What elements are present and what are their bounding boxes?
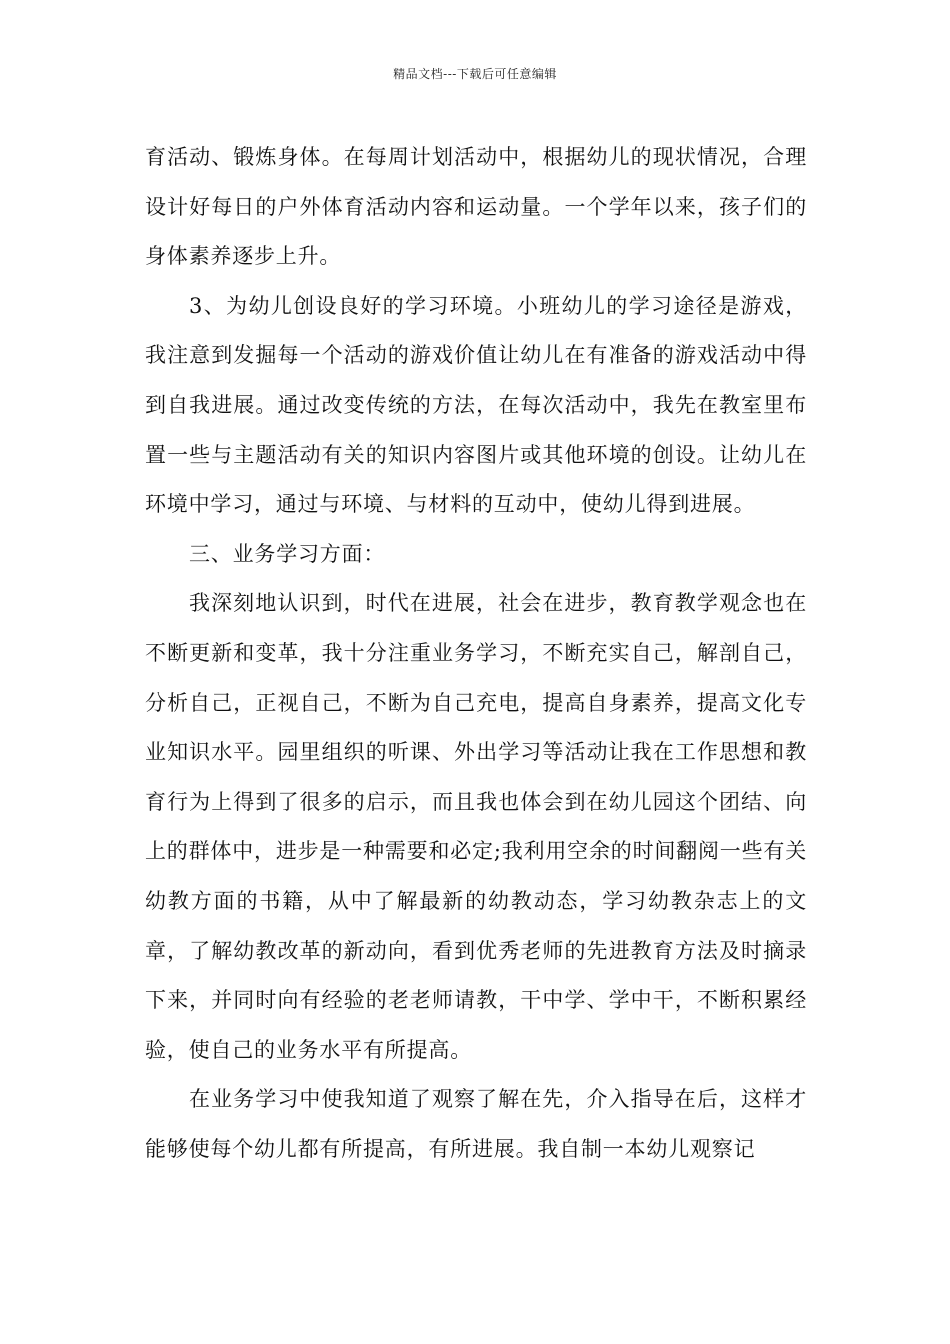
section-heading-business-study: 三、业务学习方面：: [189, 541, 386, 566]
document-body: [145, 133, 807, 1174]
paragraph-continuation: 育活动、锻炼身体。在每周计划活动中，根据幼儿的现状情况，合理设计好每日的户外体育活动内容和运动量。一个学年以来，孩子们的身体素养逐步上升。: [145, 145, 807, 269]
paragraph-observation: 在业务学习中使我知道了观察了解在先，介入指导在后，这样才能够使每个幼儿都有所提高，有所进展。我自制一本幼儿观察记: [145, 1087, 807, 1161]
paragraph-business-study: 我深刻地认识到，时代在进展，社会在进步，教育教学观念也在不断更新和变革，我十分注重业务学习，不断充实自己，解剖自己，分析自己，正视自己，不断为自己充电，提高自身素养，提高文化专业知识水平。园里组织的听课、外出学习等活动让我在工作思想和教育行为上得到了很多的启示，而且我也体会到在幼儿园这个团结、向上的群体中，进步是一种需要和必定;我利用空余的时间翻阅一些有关幼教方面的书籍，从中了解最新的幼教动态，学习幼教杂志上的文章，了解幼教改革的新动向，看到优秀老师的先进教育方法及时摘录下来，并同时向有经验的老老师请教，干中学、学中干，不断积累经验，使自己的业务水平有所提高。: [145, 591, 807, 1062]
page-header: 精品文档---下载后可任意编辑: [393, 67, 557, 81]
paragraph-learning-environment: 3、为幼儿创设良好的学习环境。小班幼儿的学习途径是游戏，我注意到发掘每一个活动的游戏价值让幼儿在有准备的游戏活动中得到自我进展。通过改变传统的方法，在每次活动中，我先在教室里布置一些与主题活动有关的知识内容图片或其他环境的创设。让幼儿在环境中学习，通过与环境、与材料的互动中，使幼儿得到进展。: [145, 293, 807, 517]
